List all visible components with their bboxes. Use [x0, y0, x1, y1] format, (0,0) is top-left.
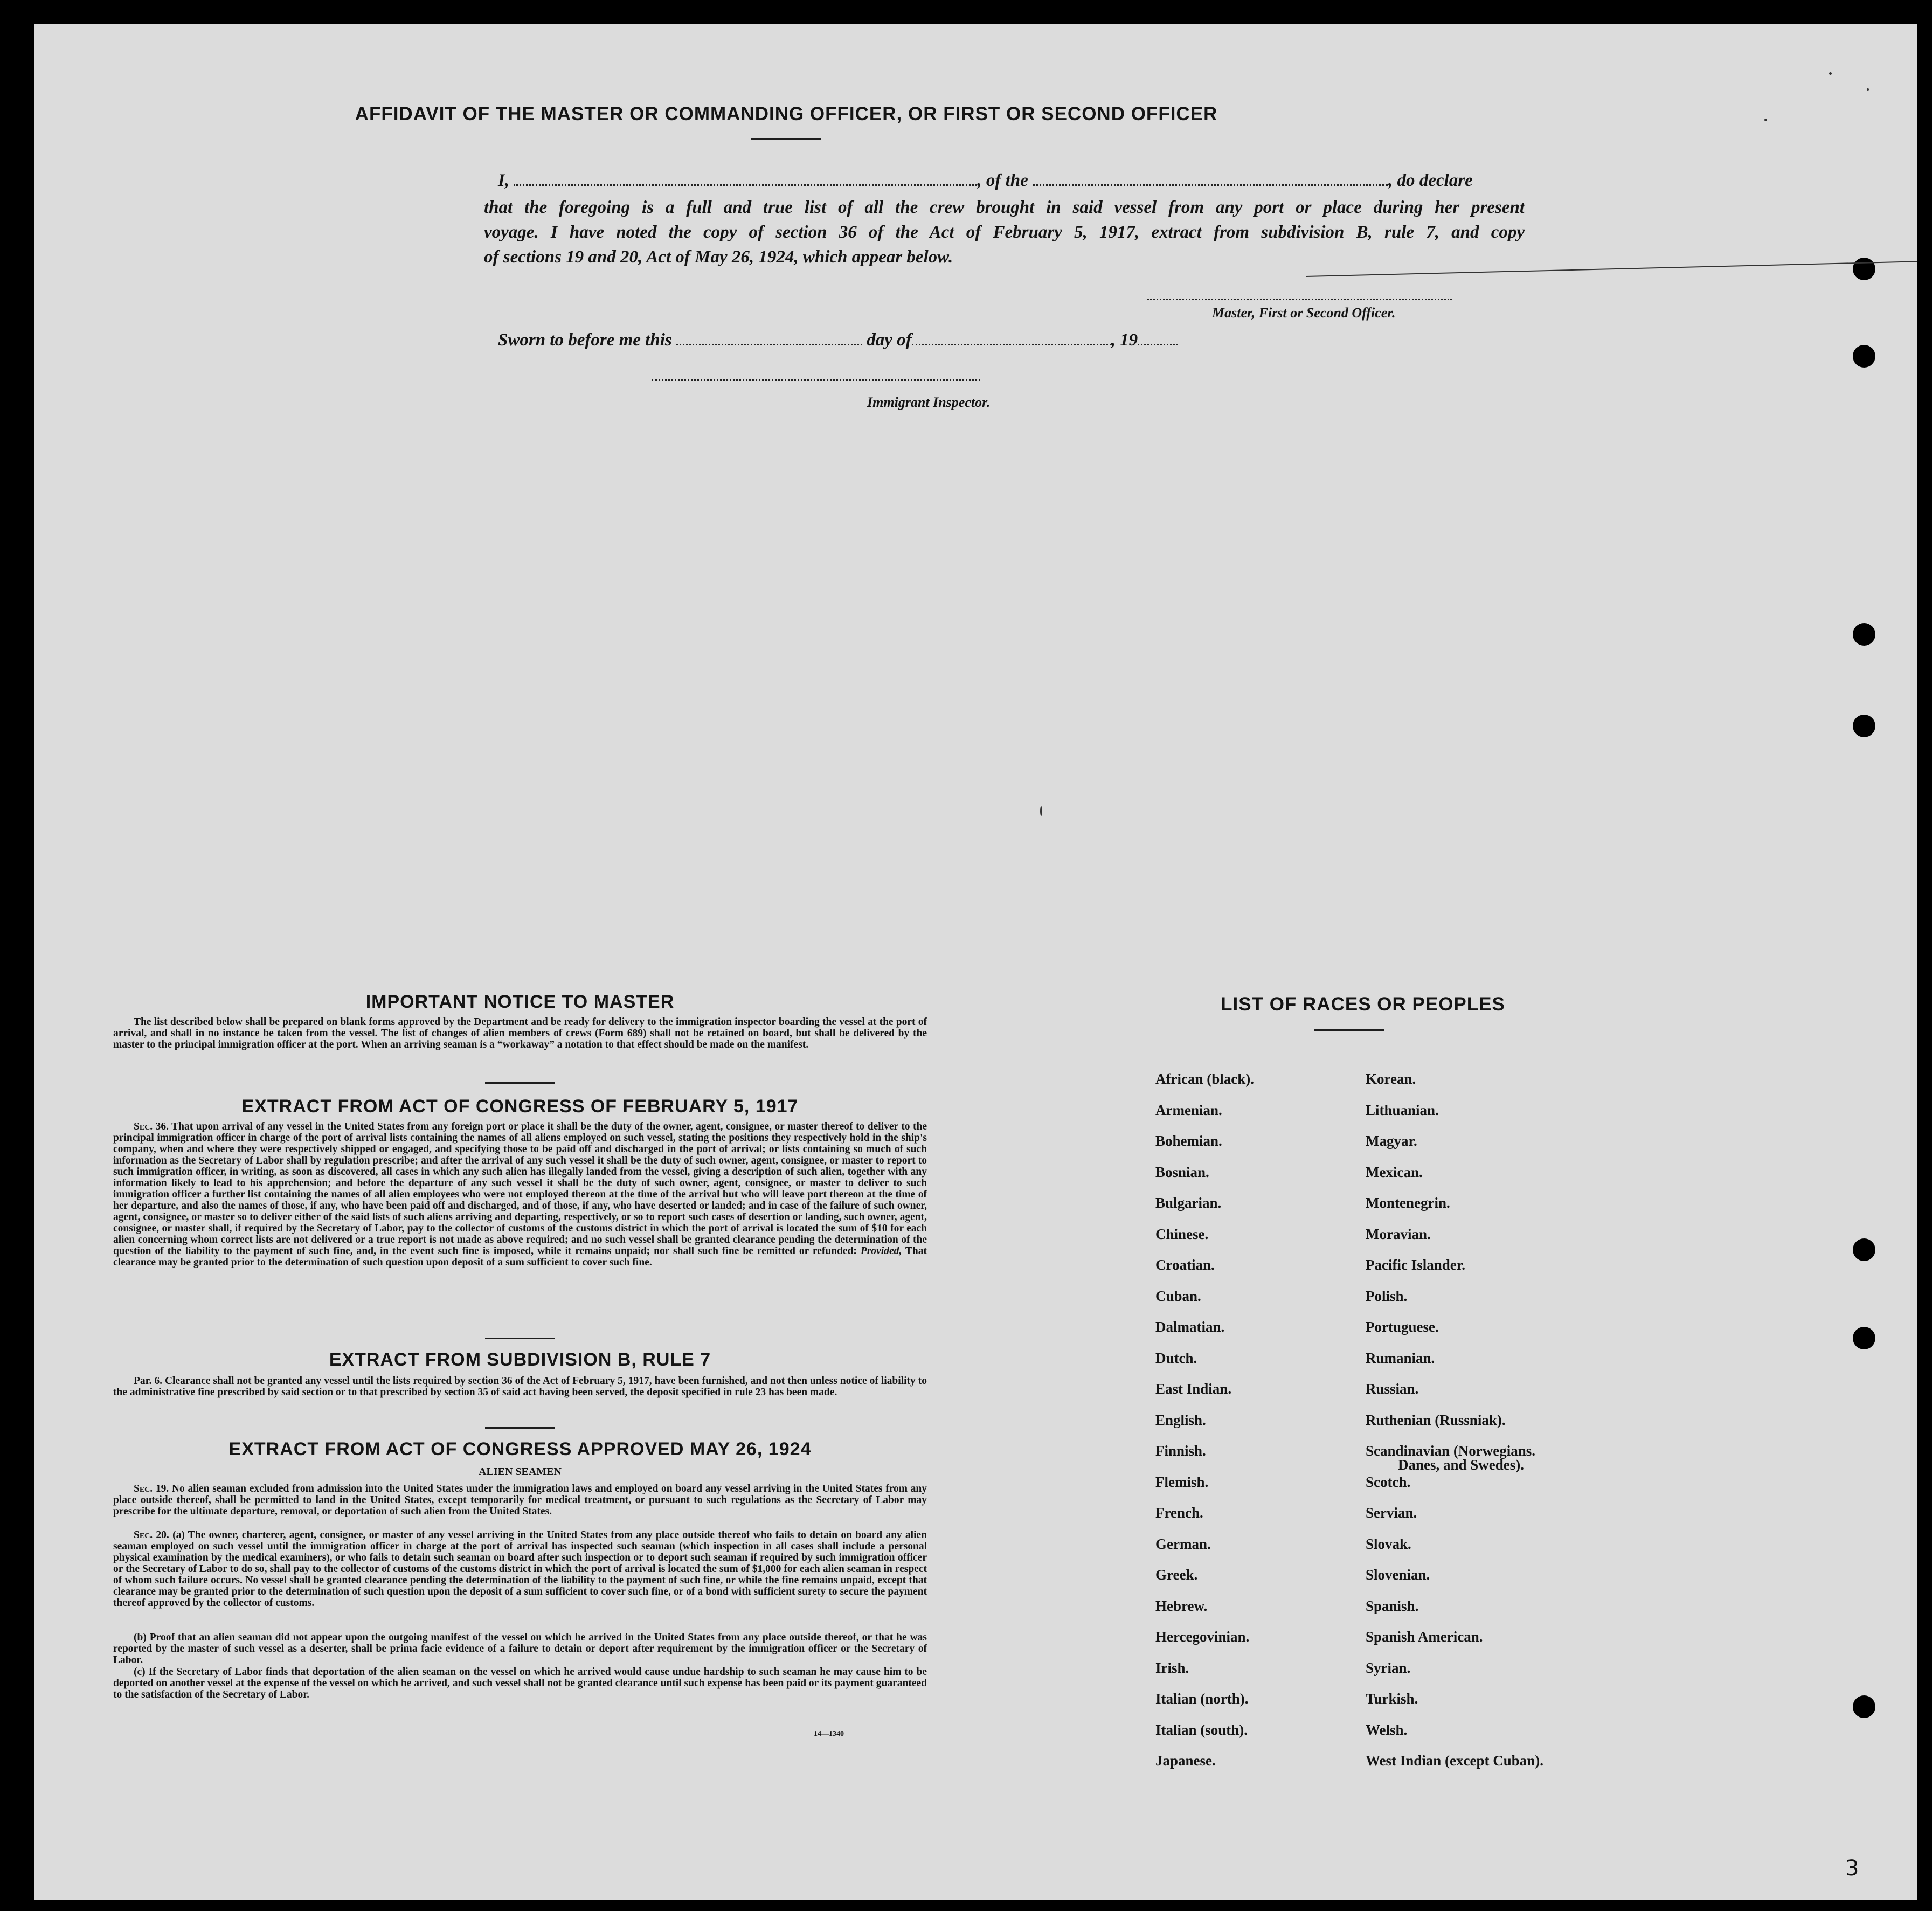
master-signature-line[interactable]: [1147, 299, 1452, 300]
inspector-caption: Immigrant Inspector.: [867, 394, 991, 410]
race-item: French.: [1155, 1505, 1203, 1521]
sec-20b-paragraph: (b) Proof that an alien seaman did not appear upon the outgoing manifest of the vessel on which he arrived in the United States from any place outside thereof, or that he was reported by the master of such vessel as a deserter, shall be prima facie evidence of a failure to detain or deport after requirement by the immigration officer or the Secretary of Labor.: [113, 1632, 927, 1666]
affidavit-title: AFFIDAVIT OF THE MASTER OR COMMANDING OFFICER, OR FIRST OR SECOND OFFICER: [355, 103, 1218, 124]
binder-hole: [1853, 258, 1875, 280]
binder-hole: [1853, 1327, 1875, 1349]
scan-mark: [1040, 806, 1042, 816]
race-item: Dutch.: [1155, 1349, 1197, 1366]
race-item: Syrian.: [1366, 1659, 1411, 1676]
race-item: Polish.: [1366, 1287, 1408, 1304]
declaration-line-1: [498, 170, 1525, 191]
binder-hole: [1853, 1695, 1875, 1718]
scan-mark: [1867, 88, 1869, 91]
race-item: Hebrew.: [1155, 1597, 1208, 1614]
sec-19-label: Sec. 19.: [134, 1483, 169, 1494]
scan-mark: [1764, 119, 1767, 121]
binder-hole: [1853, 623, 1875, 646]
declaration-line-2: that the foregoing is a full and true list of all the crew brought in said vessel from any port or place during her present: [484, 198, 1525, 217]
race-item: Bosnian.: [1155, 1164, 1209, 1180]
race-item: Cuban.: [1155, 1287, 1201, 1304]
race-item: Russian.: [1366, 1381, 1419, 1397]
proviso-word: Provided,: [860, 1245, 902, 1257]
race-item: Scandinavian (Norwegians.: [1366, 1443, 1536, 1459]
notice-title: IMPORTANT NOTICE TO MASTER: [365, 992, 675, 1012]
declaration-body: [484, 195, 1525, 269]
extract-1917-title: EXTRACT FROM ACT OF CONGRESS OF FEBRUARY 5, 1917: [241, 1096, 799, 1117]
race-item: Scotch.: [1366, 1473, 1411, 1490]
declaration-line-4: of sections 19 and 20, Act of May 26, 1924, which appear below.: [484, 247, 953, 267]
race-item: Turkish.: [1366, 1691, 1418, 1707]
race-item: Magyar.: [1366, 1133, 1417, 1149]
sec-36-label: Sec. 36.: [134, 1121, 169, 1132]
sworn-day-of: day of: [867, 330, 912, 350]
race-item: Slovenian.: [1366, 1567, 1430, 1583]
sworn-prefix: Sworn to before me this: [498, 330, 672, 350]
rule-2: [485, 1338, 555, 1339]
rule-3: [485, 1427, 555, 1429]
declaration-do-declare: , do declare: [1388, 171, 1473, 190]
extract-1924-title: EXTRACT FROM ACT OF CONGRESS APPROVED MAY 26, 1924: [228, 1439, 812, 1459]
sec-36-text: That upon arrival of any vessel in the United States from any foreign port or place it shall be the duty of the owner, agent, consignee, or master thereof to deliver to the principal immigration officer in charge of the port of arrival lists containing the names of all aliens employed on such vessel, stating the positions they respectively hold in the ship's company, when and where they were respectively shipped or engaged, and specifying those to be paid off and discharged in the port of arrival; or lists containing so much of such information as the Secretary of Labor shall by regulation prescribe; and after the arrival of any such vessel it shall be the duty of such owner, agent, consignee, or master to report to such immigration officer, in writing, as soon as discovered, all cases in which any such alien has illegally landed from the vessel, giving a description of such alien, together with any information likely to lead to his apprehension; and before the departure of any such vessel it shall be the duty of such owner, agent, consignee, or master to deliver to such immigration officer a further list containing the names of all alien employees who were not employed thereon at the time of the arrival but who will leave port thereon at the time of her departure, and also the names of those, if any, who have been paid off and discharged, and of those, if any, who have deserted or landed; and in case of the failure of such owner, agent, consignee, or master so to deliver either of the said lists of such aliens arriving and departing, respectively, or so to report such cases of desertion or landing, such owner, agent, consignee, or master shall, if required by the Secretary of Labor, pay to the collector of customs of the customs district in which the port of arrival is located the sum of $10 for each alien concerning whom correct lists are not delivered or a true report is not made as above required; and no such vessel shall be granted clearance pending the determination of the question of the liability to the payment of such fine, and, in the event such fine is imposed, while it remains unpaid; nor shall such fine be remitted or refunded:: [113, 1121, 927, 1257]
title-underline: [751, 138, 821, 140]
race-item: Montenegrin.: [1366, 1195, 1450, 1211]
sworn-year-blank[interactable]: [1138, 330, 1178, 345]
sworn-year: , 19: [1111, 330, 1138, 350]
race-item: Italian (south).: [1155, 1721, 1248, 1738]
binder-hole: [1853, 1238, 1875, 1261]
race-item: Mexican.: [1366, 1164, 1423, 1180]
race-item: Japanese.: [1155, 1753, 1216, 1769]
binder-hole: [1853, 345, 1875, 368]
declaration-line-3: voyage. I have noted the copy of section 36 of the Act of February 5, 1917, extract from subdivision B, rule 7, and copy: [484, 223, 1525, 242]
race-item: Bulgarian.: [1155, 1195, 1222, 1211]
proviso-text: That clearance may be granted prior to the determination of such question upon deposit of a sum sufficient to cover such fine.: [113, 1245, 927, 1268]
sworn-line: [498, 330, 1178, 350]
master-caption: Master, First or Second Officer.: [1212, 305, 1396, 321]
race-item: East Indian.: [1155, 1381, 1232, 1397]
race-item: Moravian.: [1366, 1225, 1431, 1242]
sworn-month-blank[interactable]: [912, 330, 1111, 345]
sec-20a-paragraph: [113, 1529, 927, 1609]
race-item: Pacific Islander.: [1366, 1257, 1465, 1273]
sec-19-text: No alien seaman excluded from admission into the United States under the immigration laws and employed on board any vessel arriving in the United States from any place outside thereof, shall be permitted to land in the United States, except temporarily for medical treatment, or pursuant to such regulations as the Secretary of Labor may prescribe for the ultimate departure, removal, or deportation of such alien from the United States.: [113, 1483, 927, 1517]
alien-seamen-subtitle: ALIEN SEAMEN: [479, 1466, 562, 1478]
scan-mark: [1829, 72, 1832, 75]
extract-rule7-title: EXTRACT FROM SUBDIVISION B, RULE 7: [329, 1349, 711, 1370]
notice-body: The list described below shall be prepared on blank forms approved by the Department and be ready for delivery to the immigration inspector boarding the vessel at the port of arrival, and shall in no instance be taken from the vessel. The list of changes of alien members of crews (Form 689) shall not be retained on board, but shall be delivered by the master to the principal immigration officer at the port. When an arriving seaman is a “workaway” a notation to that effect should be made on the manifest.: [113, 1016, 927, 1050]
form-number: 14—1340: [814, 1730, 844, 1738]
race-item: Welsh.: [1366, 1721, 1408, 1738]
race-item: Chinese.: [1155, 1225, 1209, 1242]
race-item: Irish.: [1155, 1659, 1189, 1676]
race-item: Spanish American.: [1366, 1629, 1483, 1645]
race-item: Armenian.: [1155, 1102, 1222, 1118]
races-title: LIST OF RACES OR PEOPLES: [1221, 994, 1505, 1015]
race-item: Spanish.: [1366, 1597, 1419, 1614]
race-item: Slovak.: [1366, 1535, 1411, 1552]
page-number: 3: [1845, 1856, 1859, 1881]
race-item: Ruthenian (Russniak).: [1366, 1411, 1506, 1428]
extract-1917-body: [113, 1121, 927, 1268]
sec-20-label: Sec. 20.: [134, 1529, 169, 1541]
race-item: Servian.: [1366, 1505, 1417, 1521]
race-item: Greek.: [1155, 1567, 1198, 1583]
sec-19-paragraph: [113, 1483, 927, 1517]
race-item: Italian (north).: [1155, 1691, 1249, 1707]
race-item: Rumanian.: [1366, 1349, 1435, 1366]
document-page: [34, 24, 1917, 1900]
sec-20a-text: (a) The owner, charterer, agent, consignee, or master of any vessel arriving in the United States from any place outside thereof who fails to detain on board any alien seaman employed on such vessel until the immigration officer in charge at the port of arrival has inspected such seaman (which inspection in all cases shall include a personal physical examination by the medical examiners), or who fails to detain such seaman on board after such inspection or to deport such seaman if required by such immigration officer or the Secretary of Labor to do so, shall pay to the collector of customs of the customs district in which the port of arrival is located the sum of $1,000 for each alien seaman in respect of whom such failure occurs. No vessel shall be granted clearance pending the determination of the liability to the payment of such fine, or while the fine remains unpaid, except that clearance may be granted prior to the determination of such question upon the deposit of a sum sufficient to cover such fine, or of a bond with sufficient surety to secure the payment thereof approved by the collector of customs.: [113, 1529, 927, 1609]
race-item: Hercegovinian.: [1155, 1629, 1250, 1645]
race-item: Lithuanian.: [1366, 1102, 1439, 1118]
race-item: Croatian.: [1155, 1257, 1215, 1273]
race-item: Dalmatian.: [1155, 1319, 1225, 1335]
race-item: German.: [1155, 1535, 1211, 1552]
race-item: English.: [1155, 1411, 1206, 1428]
race-item: West Indian (except Cuban).: [1366, 1753, 1544, 1769]
declaration-of-the: , of the: [977, 171, 1028, 190]
races-rule: [1314, 1029, 1384, 1031]
inspector-signature-line[interactable]: [652, 379, 980, 381]
rule-1: [485, 1082, 555, 1084]
race-item: Bohemian.: [1155, 1133, 1222, 1149]
race-item: Korean.: [1366, 1071, 1416, 1087]
race-item: Portuguese.: [1366, 1319, 1439, 1335]
extract-rule7-body: Par. 6. Clearance shall not be granted any vessel until the lists required by section 36 of the Act of February 5, 1917, have been furnished, and not then unless notice of liability to the administrative fine prescribed by said section or to that prescribed by section 35 of said act having been served, the deposit specified in rule 23 has been made.: [113, 1375, 927, 1398]
name-blank[interactable]: [514, 170, 977, 186]
race-item-continued: Danes, and Swedes).: [1398, 1457, 1525, 1473]
race-item: African (black).: [1155, 1071, 1254, 1087]
race-item: Finnish.: [1155, 1443, 1206, 1459]
vessel-blank[interactable]: [1033, 170, 1388, 186]
binder-hole: [1853, 715, 1875, 737]
sec-20c-paragraph: (c) If the Secretary of Labor finds that deportation of the alien seaman on the vessel on which he arrived would cause undue hardship to such seaman he may cause him to be deported on another vessel at the expense of the vessel on which he arrived, and such vessel shall not be granted clearance until such expense has been paid or its payment guaranteed to the satisfaction of the Secretary of Labor.: [113, 1666, 927, 1700]
race-item: Flemish.: [1155, 1473, 1209, 1490]
sworn-day-blank[interactable]: [676, 330, 862, 345]
declaration-i: I,: [498, 171, 510, 190]
